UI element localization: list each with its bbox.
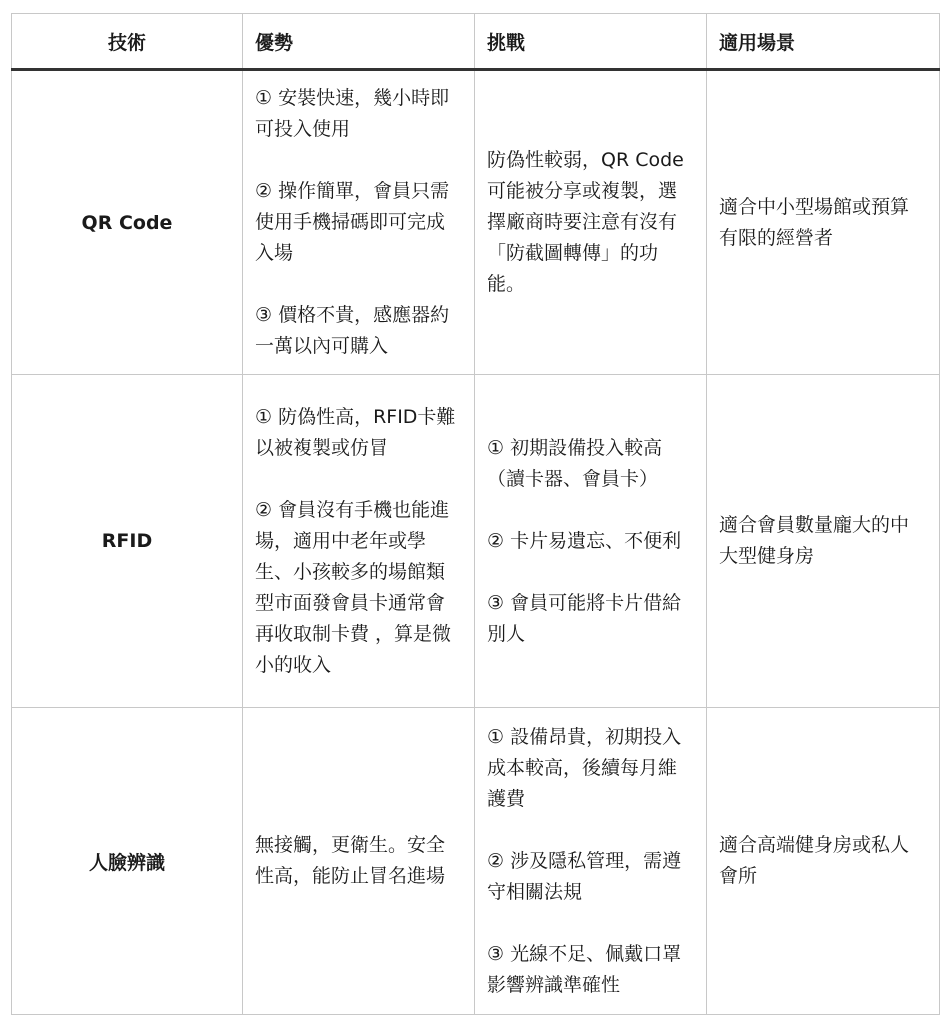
advantage-item: ② 會員沒有手機也能進場，適用中老年或學生、小孩較多的場館類型市面發會員卡通常會再收取制卡費 ，算是微小的收入: [255, 498, 452, 676]
advantages-cell: [243, 375, 475, 708]
advantage-item: ② 操作簡單，會員只需使用手機掃碼即可完成入場: [255, 180, 450, 264]
advantage-item: 無接觸，更衛生。安全性高，能防止冒名進場: [255, 834, 446, 887]
challenges-cell: [475, 708, 707, 1015]
challenge-item: ③ 光線不足、佩戴口罩影響辨識準確性: [487, 942, 682, 996]
scenario-cell: 適合會員數量龐大的中大型健身房: [707, 375, 940, 708]
challenge-item: ② 涉及隱私管理，需遵守相關法規: [487, 849, 682, 903]
challenges-cell: [475, 70, 707, 375]
table-row: [12, 708, 940, 1015]
advantages-cell: [243, 70, 475, 375]
scenario-cell: 適合高端健身房或私人會所: [707, 708, 940, 1015]
challenge-item: 防偽性較弱，QR Code可能被分享或複製，選擇廠商時要注意有沒有「防截圖轉傳」的功能。: [487, 149, 684, 295]
advantages-cell: [243, 708, 475, 1015]
challenge-item: ② 卡片易遺忘、不便利: [487, 529, 682, 552]
header-challenges: 挑戰: [475, 14, 707, 70]
header-technology: 技術: [12, 14, 243, 70]
comparison-table-container: [11, 13, 939, 1014]
scenario-cell: 適合中小型場館或預算有限的經營者: [707, 70, 940, 375]
challenge-item: ① 初期設備投入較高（讀卡器、會員卡）: [487, 436, 663, 490]
header-advantages: 優勢: [243, 14, 475, 70]
table-row: [12, 70, 940, 375]
tech-cell: QR Code: [12, 70, 243, 375]
advantage-item: ③ 價格不貴，感應器約一萬以內可購入: [255, 304, 450, 357]
advantage-item: ① 防偽性高，RFID卡難以被複製或仿冒: [255, 405, 456, 459]
challenges-cell: [475, 375, 707, 708]
challenge-item: ③ 會員可能將卡片借給別人: [487, 591, 682, 645]
challenge-item: ① 設備昂貴，初期投入成本較高，後續每月維護費: [487, 725, 682, 810]
tech-cell: 人臉辨識: [12, 708, 243, 1015]
advantage-item: ① 安裝快速，幾小時即可投入使用: [255, 87, 450, 140]
table-row: [12, 375, 940, 708]
header-scenario: 適用場景: [707, 14, 940, 70]
table-header-row: [12, 14, 940, 70]
tech-cell: RFID: [12, 375, 243, 708]
comparison-table: [11, 13, 940, 1015]
